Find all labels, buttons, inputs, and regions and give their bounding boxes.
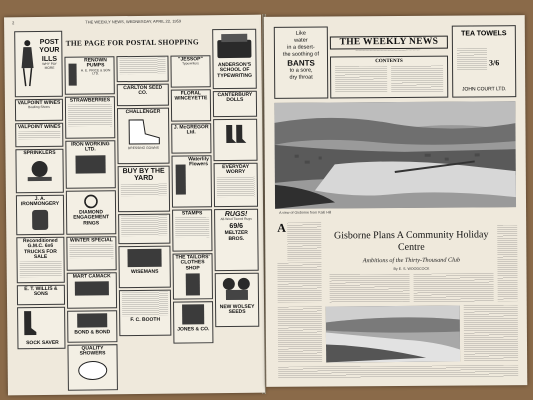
ad-title: FLORAL WINCEYETTE <box>174 90 208 102</box>
ad-post-your-bills <box>14 31 63 97</box>
ad-waterlily <box>171 155 212 207</box>
ad-title: J. McGREGOR Ltd. <box>173 124 209 136</box>
bin-icon <box>32 209 48 229</box>
article-column-1-top <box>287 223 321 261</box>
ad-post-line-3: ILLS <box>41 55 58 63</box>
ad-bants <box>274 26 329 98</box>
contents-box <box>330 56 448 99</box>
ad-post-sub: WHY PAY MORE <box>42 61 57 70</box>
ad-title: CARLTON SEED CO. <box>123 84 163 97</box>
ad-title: E. T. WILLIS & SONS <box>24 285 58 298</box>
article-subheadline: Ambitions of the Thirty-Thousand Club <box>362 256 461 265</box>
article-byline: By E. S. WOODCOCK <box>393 266 430 272</box>
fabric-icon <box>127 249 161 267</box>
ad-title: RUGS! <box>224 210 248 219</box>
ad-tea-towels <box>452 25 517 97</box>
left-page-postal-shopping <box>4 15 265 396</box>
ad-sub: Typewriters <box>182 61 199 66</box>
harbour-photo-illustration <box>326 306 460 363</box>
ad-sub: DRESSING GOWNS <box>127 145 159 151</box>
tea-towels-title: TEA TOWELS <box>461 30 507 38</box>
tea-towels-price: 3/6 <box>489 58 500 68</box>
bants-line-7: dry throat <box>289 74 313 81</box>
ad-title: MART CAMACK <box>72 273 111 280</box>
ad-sprinklers <box>15 149 63 194</box>
basin-icon <box>76 358 110 382</box>
ad-title: BOND & BOND <box>74 329 111 336</box>
ad-sock-saver <box>17 307 65 350</box>
article-column-4-bottom <box>464 305 518 361</box>
article-headline: Gisborne Plans A Community Holiday Centre <box>333 229 489 253</box>
ad-title: "JESSOP" <box>178 56 203 63</box>
left-page-header <box>12 18 252 26</box>
ad-winter-special <box>66 236 116 271</box>
article-column-1-bottom <box>278 307 322 363</box>
masthead-subline: —————————————————— <box>355 47 421 53</box>
ad-column-5 <box>212 29 260 369</box>
ad-title: VALPOINT WINES <box>17 123 61 131</box>
ad-quality-showers <box>67 344 117 391</box>
ad-title: Waterlily Flowers <box>188 156 209 168</box>
product-icon <box>77 313 107 327</box>
ad-valpoint-1 <box>15 99 63 122</box>
ad-post-line-1: POST <box>39 38 59 46</box>
contents-title: CONTENTS <box>375 58 403 65</box>
ad-tailors <box>173 253 213 299</box>
tea-towels-text <box>457 48 487 70</box>
article-dropcap: A <box>277 220 286 235</box>
article-column-1-mid <box>277 263 321 303</box>
ad-meltzer-title: MELTZER BROS. <box>224 230 248 242</box>
woman-figure-icon <box>17 38 38 88</box>
ad-title: NEW WOLSEY SEEDS <box>219 303 255 316</box>
ad-canterbury-dolls <box>213 91 257 117</box>
ad-title: THE TAILORS' CLOTHES SHOP <box>175 254 210 271</box>
ad-title: DIAMOND ENGAGEMENT RINGS <box>73 209 110 227</box>
ad-title: Reconditioned G.M.C. 6x6 TRUCKS FOR SALE <box>22 237 58 260</box>
ad-title: SOCK SAVER <box>26 339 59 346</box>
ad-ironmongery <box>16 195 64 236</box>
ad-booth <box>119 290 171 337</box>
ad-title: ANDERSON'S SCHOOL OF TYPEWRITING <box>217 61 253 79</box>
ad-title: QUALITY SHOWERS <box>79 345 106 357</box>
ad-sub: Bowling Shoes <box>28 105 50 110</box>
ad-diamond-rings <box>66 190 116 235</box>
bottle-icon <box>176 164 186 194</box>
header-dateline: THE WEEKLY NEWS, WEDNESDAY, APRIL 22, 1959 <box>85 18 182 25</box>
ad-renown-pumps <box>64 56 114 95</box>
ad-jessop <box>170 55 210 87</box>
contents-list-left <box>335 66 387 92</box>
ad-title: F. C. BOOTH <box>130 316 161 324</box>
article-footer-text <box>278 365 518 379</box>
boot-icon <box>21 310 37 336</box>
boots-icon <box>223 123 247 145</box>
ad-mart-camack <box>67 272 117 309</box>
ad-sub: H. E. PRICE & SON LTD. <box>80 67 111 76</box>
ad-strawberries <box>65 96 115 139</box>
ad-title: JONES & CO. <box>177 326 210 333</box>
ad-bond-bond <box>67 310 117 343</box>
ad-column-4 <box>170 55 214 395</box>
ad-title: VALPOINT WINES <box>17 99 61 107</box>
ad-mcgregor <box>171 123 211 153</box>
ad-wisemans <box>118 246 170 289</box>
ad-boots <box>213 119 257 161</box>
ad-title: STRAWBERRIES <box>69 97 111 104</box>
ad-sub: All-Wool Tweed Rugs <box>220 217 252 222</box>
ad-floral-top <box>116 56 168 83</box>
ad-everyday-worry <box>214 163 258 207</box>
ad-title: CHALLENGER <box>125 108 161 116</box>
ad-title: RENOWN PUMPS <box>84 57 107 69</box>
ad-column-1 <box>14 31 66 371</box>
ad-stamps <box>172 209 212 251</box>
harbour-photo <box>326 306 460 363</box>
ad-wolsey <box>215 273 260 327</box>
ad-typewriter-school <box>212 29 257 89</box>
mincer-icon <box>19 157 59 183</box>
bants-line-3: in a desert- <box>287 44 315 51</box>
bants-brand: BANTS <box>287 58 315 68</box>
bants-line-1: Like <box>295 30 306 37</box>
ring-icon <box>80 192 102 208</box>
ad-iron-working <box>65 140 115 189</box>
gisborne-aerial-photo <box>274 101 516 209</box>
projector-icon <box>220 276 254 302</box>
ad-challenger <box>117 108 170 165</box>
ad-title: STAMPS <box>181 210 203 217</box>
ad-title: EVERYDAY WORRY <box>222 163 250 176</box>
contents-list-right <box>391 66 443 92</box>
right-page-front <box>264 15 528 387</box>
ad-title: WISEMANS <box>130 268 159 276</box>
article-column-2b <box>414 273 494 302</box>
ad-rugs <box>214 209 259 271</box>
article-column-3 <box>497 225 518 301</box>
town-photo-illustration <box>274 101 516 209</box>
ad-stamps-left <box>118 214 170 245</box>
ad-floral-wincyette <box>171 89 211 121</box>
ad-title: IRON WORKING LTD. <box>71 141 110 153</box>
masthead: THE WEEKLY NEWS <box>330 36 448 50</box>
bants-line-2: water <box>294 37 308 44</box>
ad-column-3 <box>116 56 172 397</box>
ad-title: J. A. IRONMONGERY <box>20 195 60 208</box>
saw-icon <box>75 282 109 296</box>
ad-jones <box>173 301 213 343</box>
machine-icon <box>75 155 105 173</box>
ad-post-line-2: YOUR <box>39 47 60 55</box>
ad-title: BUY BY THE YARD <box>122 167 165 183</box>
page-number: 2 <box>12 20 15 26</box>
clothes-rack-icon <box>186 273 200 295</box>
page-title: THE PAGE FOR POSTAL SHOPPING <box>65 37 199 48</box>
ad-price: 69/6 <box>229 222 244 230</box>
photo-caption: A view of Gisborne from Kaiti Hill <box>279 210 332 215</box>
ad-valpoint-2 <box>15 123 63 148</box>
typewriter-icon <box>215 32 253 60</box>
article-column-2a <box>330 274 410 303</box>
shoe-icon <box>125 116 161 146</box>
tv-icon <box>182 304 204 324</box>
ad-willis <box>17 285 65 306</box>
ad-gmc-trucks <box>16 237 64 284</box>
ad-carlton-seed <box>117 84 169 107</box>
ad-buy-by-yard <box>118 166 170 213</box>
ad-column-2 <box>64 56 118 397</box>
ad-title: WINTER SPECIAL <box>69 237 113 244</box>
tea-towels-brand: JOHN COURT LTD. <box>461 86 507 93</box>
bants-line-6: to a sore, <box>289 67 313 74</box>
ad-title: SPRINKLERS <box>23 149 56 157</box>
ad-title: CANTERBURY DOLLS <box>217 91 253 104</box>
bants-line-4: the soothing of <box>282 51 320 58</box>
pump-icon <box>69 64 77 86</box>
